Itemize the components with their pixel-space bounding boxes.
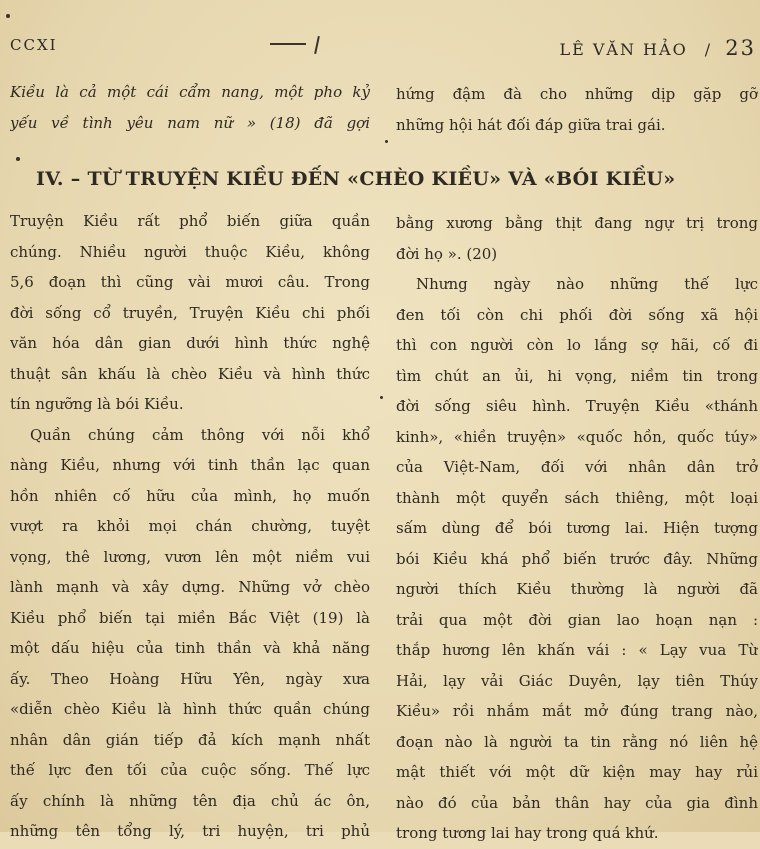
text-line: đoạn nào là người ta tin rằng nó liên hệ [396, 732, 758, 751]
text-line: «diễn chèo Kiều là hình thức quần chúng [10, 700, 370, 718]
ink-stroke [270, 43, 306, 45]
text-line: tìm chút an ủi, hi vọng, niềm tin trong [396, 366, 758, 385]
text-line: hồn nhiên cố hữu của mình, họ muốn [10, 486, 370, 505]
text-line: tín ngưỡng là bói Kiều. [10, 395, 184, 413]
text-line: bói Kiều khá phổ biến trước đây. Những [396, 549, 758, 568]
text-line: đời sống siêu hình. Truyện Kiều «thánh [396, 397, 758, 415]
text-line: bằng xương bằng thịt đang ngự trị trong [396, 214, 758, 232]
ink-dot [6, 14, 10, 18]
text-line: những tên tổng lý, tri huyện, tri phủ [10, 822, 370, 840]
text-line: đời họ ». (20) [396, 244, 498, 263]
text-line: thế lực đen tối của cuộc sống. Thế lực [10, 761, 370, 779]
text-line: lành mạnh và xây dựng. Những vở chèo [10, 578, 370, 596]
chapter-number: CCXI [10, 36, 58, 54]
ink-dot [385, 140, 388, 143]
text-line: của Việt-Nam, đối với nhân dân trở [396, 458, 758, 476]
intro-right [396, 79, 758, 140]
text-line: thành một quyển sách thiêng, một loại [396, 488, 758, 507]
text-line: hứng đậm đà cho những dịp gặp gỡ [396, 85, 758, 103]
right-column [396, 208, 758, 849]
text-line: nhân dân gián tiếp đả kích mạnh nhất [10, 730, 370, 749]
text-line: trải qua một đời gian lao hoạn nạn : [396, 610, 758, 629]
text-line: đời sống cổ truyền, Truyện Kiều chi phối [10, 303, 370, 322]
text-line: thắp hương lên khấn vái : « Lạy vua Từ [396, 641, 758, 659]
ink-dot [16, 157, 20, 161]
text-line: yếu về tình yêu nam nữ » (18) đã gợi [10, 113, 370, 132]
header-separator: / [704, 40, 713, 59]
text-line: Kiều» rồi nhắm mắt mở đúng trang nào, [396, 702, 758, 720]
ink-stroke [314, 36, 320, 54]
ink-dot [380, 396, 383, 399]
text-line: Kiều là cả một cái cẩm nang, một pho kỷ [10, 83, 370, 101]
text-line: Quần chúng cảm thông với nỗi khổ [30, 425, 370, 444]
text-line: Nhưng ngày nào những thế lực [416, 275, 758, 293]
text-line: một dấu hiệu của tinh thần và khả năng [10, 639, 370, 657]
page-number: 23 [725, 36, 756, 60]
section-heading: IV. – TỪ TRUYỆN KIỀU ĐẾN «CHÈO KIỀU» VÀ «BÓI KIỀU» [36, 168, 676, 190]
text-line: ấy. Theo Hoàng Hữu Yên, ngày xưa [10, 669, 370, 688]
author-name: LÊ VĂN HẢO [559, 40, 688, 59]
running-header [559, 36, 756, 60]
intro-left [10, 77, 370, 138]
text-line: thuật sân khấu là chèo Kiều và hình thức [10, 364, 370, 383]
text-line: những hội hát đối đáp giữa trai gái. [396, 115, 666, 134]
text-line: sấm dùng để bói tương lai. Hiện tượng [396, 519, 758, 537]
text-line: vượt ra khỏi mọi chán chường, tuyệt [10, 517, 370, 535]
text-line: nàng Kiều, nhưng với tinh thần lạc quan [10, 456, 370, 474]
text-line: người thích Kiều thường là người đã [396, 580, 758, 598]
text-line: Truyện Kiều rất phổ biến giữa quần [10, 212, 370, 230]
text-line: 5,6 đoạn thì cũng vài mươi câu. Trong [10, 273, 370, 291]
text-line: văn hóa dân gian dưới hình thức nghệ [10, 334, 370, 352]
text-line: đen tối còn chi phối đời sống xã hội [396, 305, 758, 324]
text-line: nào đó của bản thân hay của gia đình [396, 793, 758, 812]
text-line: vọng, thê lương, vươn lên một niềm vui [10, 547, 370, 566]
text-line: chúng. Nhiều người thuộc Kiều, không [10, 242, 370, 261]
text-line: ấy chính là những tên địa chủ ác ôn, [10, 791, 370, 810]
text-line: trong tương lai hay trong quá khứ. [396, 824, 659, 842]
text-line: Hải, lạy vải Giác Duyên, lạy tiên Thúy [396, 671, 758, 690]
text-line: thì con người còn lo lắng sợ hãi, cố đi [396, 336, 758, 354]
text-line: kinh», «hiền truyện» «quốc hồn, quốc túy» [396, 427, 758, 446]
text-line: Kiều phổ biến tại miền Bắc Việt (19) là [10, 608, 370, 627]
left-column [10, 206, 370, 847]
text-line: mật thiết với một dữ kiện may hay rủi [396, 763, 758, 781]
